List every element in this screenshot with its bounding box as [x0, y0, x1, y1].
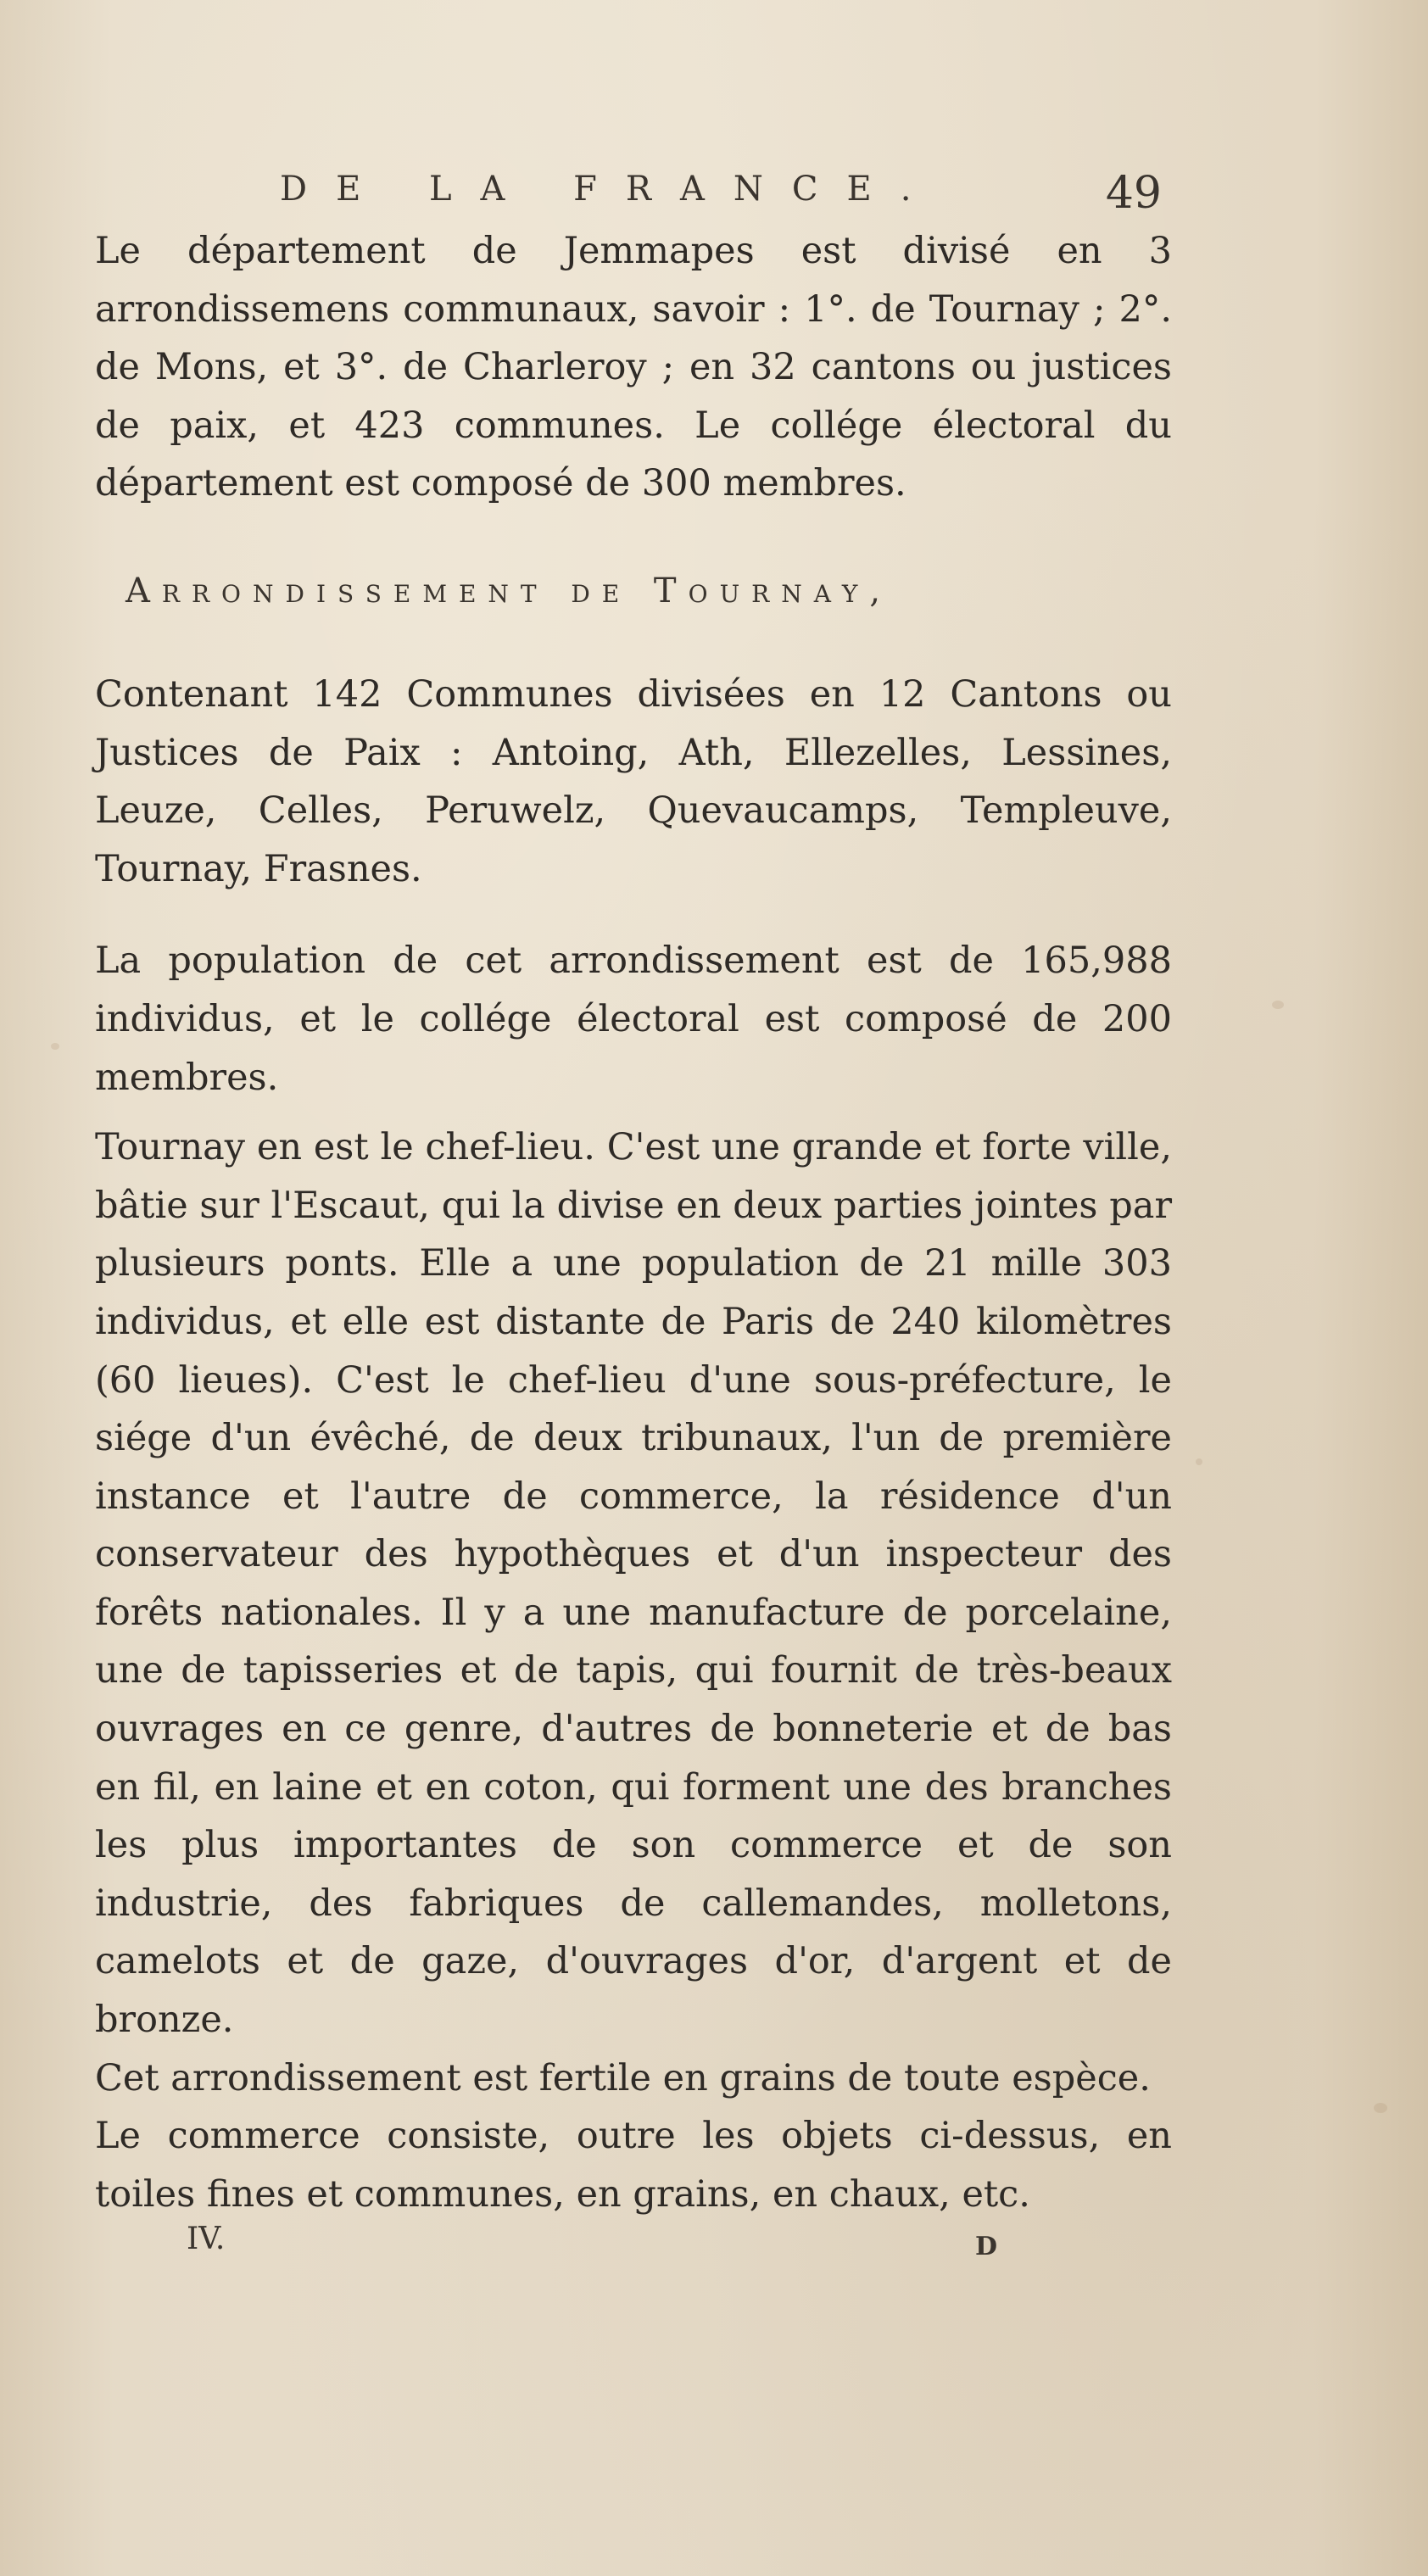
paragraph-cantons: Contenant 142 Communes divisées en 12 Cantons ou Justices de Paix : Antoing, Ath, Ellezelles, Lessines, Leuze, Celles, Peruwelz, Quevaucamps, Templeuve, Tournay, Frasnes. [95, 672, 1172, 890]
paragraph-commerce: Le commerce consiste, outre les objets ci-dessus, en toiles fines et communes, en grains, en chaux, etc. [95, 2115, 1172, 2216]
volume-signature: IV. [187, 2222, 226, 2256]
page-footer [0, 2222, 1428, 2272]
body-text [95, 222, 1172, 2223]
paragraph-fertility: Cet arrondissement est fertile en grains de toute espèce. [95, 2056, 1151, 2099]
paper-spot [51, 1043, 59, 1050]
paragraph-tournay: Tournay en est le chef-lieu. C'est une grande et forte ville, bâtie sur l'Escaut, qui la divise en deux parties jointes par plusieurs ponts. Elle a une population de 21 mille 303 individus, et elle est distante de Paris de 240 kilomètres (60 lieues). C'est le chef-lieu d'une sous-préfecture, le siége d'un évêché, de deux tribunaux, l'un de première instance et l'autre de commerce, la résidence d'un conservateur des hypothèques et d'un inspecteur des forêts nationales. Il y a une manufacture de porcelaine, une de tapisseries et de tapis, qui fournit de très-beaux ouvrages en ce genre, d'autres de bonneterie et de bas en fil, en laine et en coton, qui forment une des branches les plus importantes de son commerce et de son industrie, des fabriques de callemandes, molletons, camelots et de gaze, d'ouvrages d'or, d'argent et de bronze. [95, 1126, 1172, 2042]
paragraph-population: La population de cet arrondissement est de 165,988 individus, et le collége électoral est composé de 200 membres. [95, 940, 1172, 1099]
paper-spot [1272, 1001, 1284, 1009]
running-title: DE LA FRANCE. [280, 170, 940, 209]
paper-spot [1374, 2103, 1387, 2113]
gathering-signature: D [975, 2232, 998, 2261]
page-header [280, 170, 1162, 229]
paragraph-department: Le département de Jemmapes est divisé en 3 arrondissemens communaux, savoir : 1°. de Tournay ; 2°. de Mons, et 3°. de Charleroy ; en 32 cantons ou justices de paix, et 423 communes. Le collége électoral du département est composé de 300 membres. [95, 230, 1172, 505]
section-heading: Arrondissement de Tournay, [126, 571, 893, 611]
paper-spot [1196, 1458, 1202, 1465]
page-number: 49 [1105, 168, 1162, 219]
